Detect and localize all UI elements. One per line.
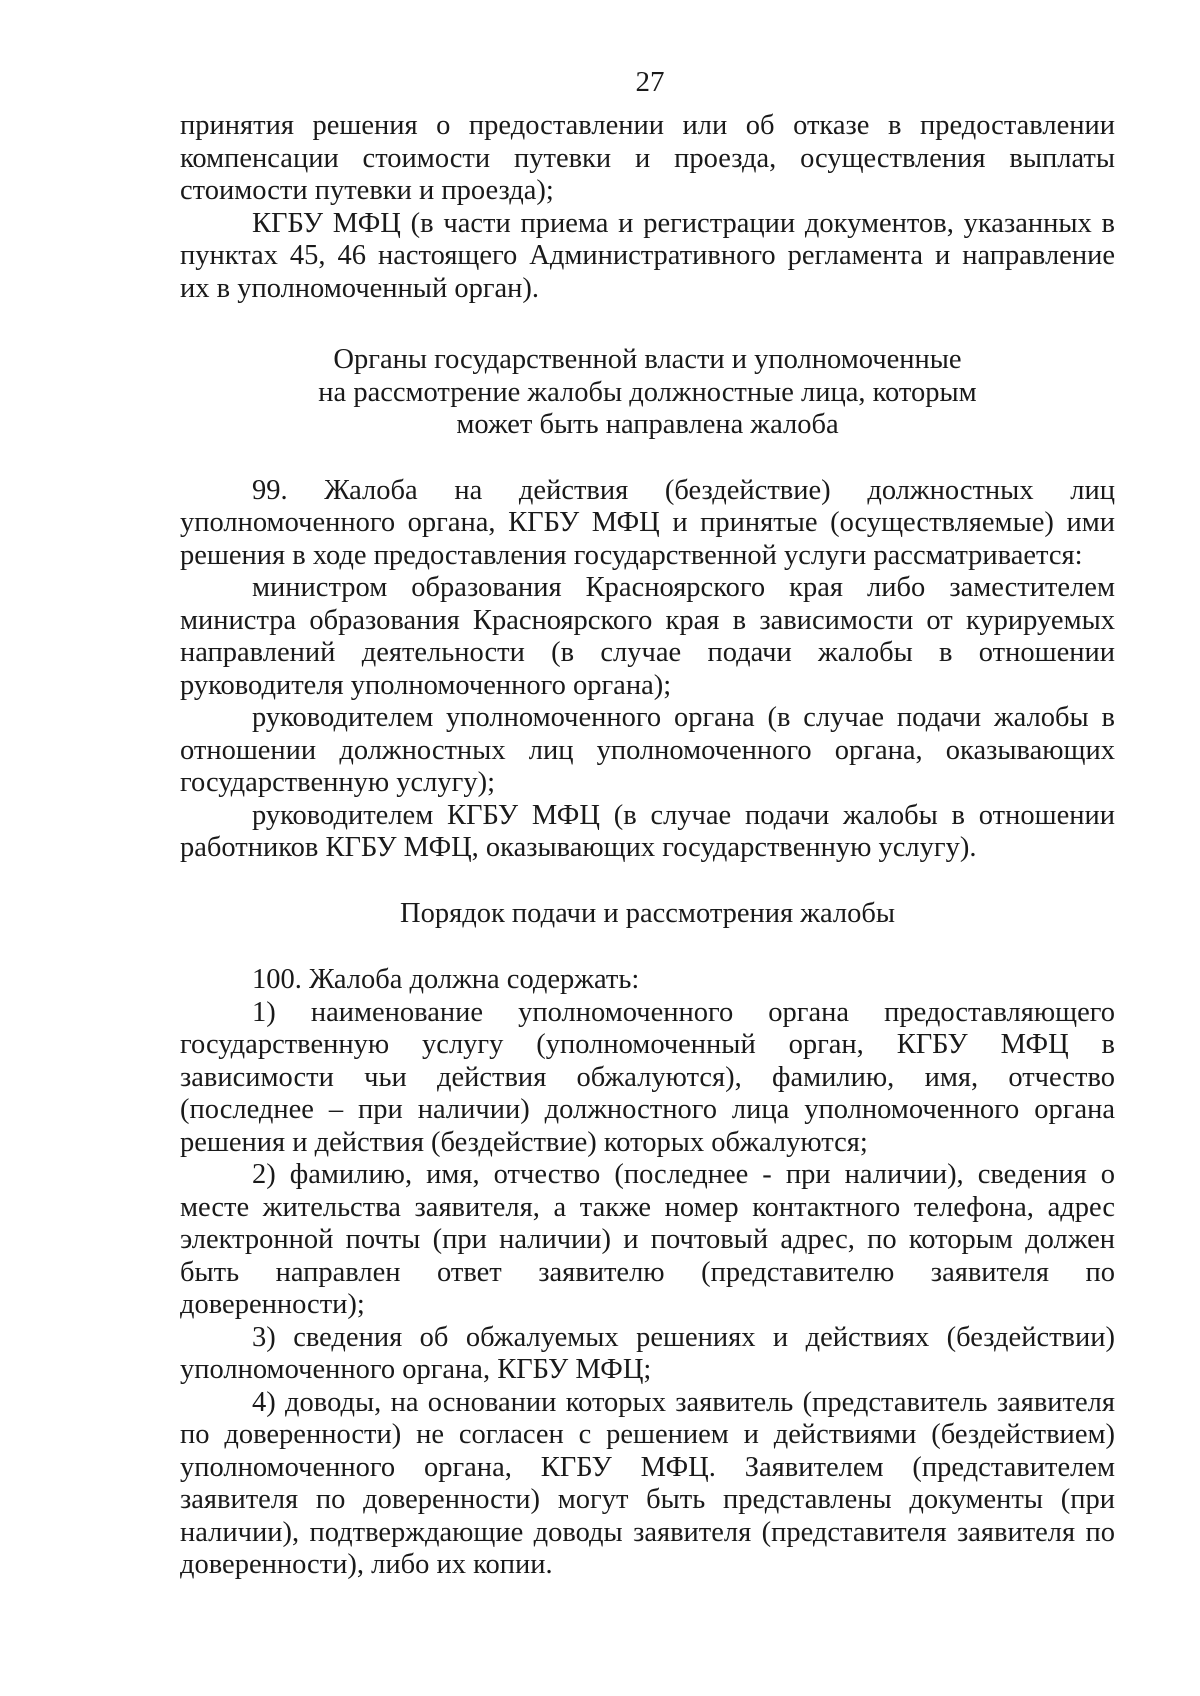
paragraph-99-item: министром образования Красноярского края либо заместителем министра образования Красноярского края в зависимости от курируемых направлений деятельности (в случае подачи жалобы в отношении руководителя уполномоченного органа); <box>180 572 1115 701</box>
spacer <box>180 930 1115 964</box>
document-body <box>180 110 1115 1582</box>
paragraph-99-intro: 99. Жалоба на действия (бездействие) должностных лиц уполномоченного органа, КГБУ МФЦ и принятые (осуществляемые) ими решения в ходе предоставления государственной услуги рассматривается: <box>180 474 1115 571</box>
paragraph-100-item: 3) сведения об обжалуемых решениях и действиях (бездействии) уполномоченного органа, КГБУ МФЦ; <box>180 1321 1115 1385</box>
section-heading-complaint-procedure: Порядок подачи и рассмотрения жалобы <box>400 897 895 929</box>
paragraph-kgbu-mfc: КГБУ МФЦ (в части приема и регистрации документов, указанных в пунктах 45, 46 настоящего Административного регламента и направление их в уполномоченный орган). <box>180 207 1115 304</box>
spacer <box>180 305 1115 344</box>
paragraph-99-item: руководителем КГБУ МФЦ (в случае подачи жалобы в отношении работников КГБУ МФЦ, оказывающих государственную услугу). <box>180 799 1115 863</box>
paragraph-100-intro: 100. Жалоба должна содержать: <box>252 964 640 995</box>
paragraph-99-item: руководителем уполномоченного органа (в случае подачи жалобы в отношении должностных лиц уполномоченного органа, оказывающих государственную услугу); <box>180 702 1115 798</box>
paragraph-continuation: принятия решения о предоставлении или об отказе в предоставлении компенсации стоимости путевки и проезда, осуществления выплаты стоимости путевки и проезда); <box>180 110 1115 206</box>
paragraph-100-item: 1) наименование уполномоченного органа предоставляющего государственную услугу (уполномоченный орган, КГБУ МФЦ в зависимости чьи действия обжалуются), фамилию, имя, отчество (последнее – при наличии) должностного лица уполномоченного органа решения и действия (бездействие) которых обжалуются; <box>180 996 1115 1158</box>
spacer <box>180 442 1115 475</box>
paragraph-100-item: 4) доводы, на основании которых заявитель (представитель заявителя по доверенности) не согласен с решением и действиями (бездействием) уполномоченного органа, КГБУ МФЦ. Заявителем (представителем заявителя по доверенности) могут быть представлены документы (при наличии), подтверждающие доводы заявителя (представителя заявителя по доверенности), либо их копии. <box>180 1386 1115 1580</box>
page-number: 27 <box>635 66 665 98</box>
paragraph-100-item: 2) фамилию, имя, отчество (последнее - при наличии), сведения о месте жительства заявителя, а также номер контактного телефона, адрес электронной почты (при наличии) и почтовый адрес, по которым должен быть направлен ответ заявителю (представителю заявителя по доверенности); <box>180 1159 1115 1320</box>
spacer <box>180 865 1115 898</box>
section-heading-authorities: Органы государственной власти и уполномоченные на рассмотрение жалобы должностные лица, которым может быть направлена жалоба <box>318 344 977 440</box>
